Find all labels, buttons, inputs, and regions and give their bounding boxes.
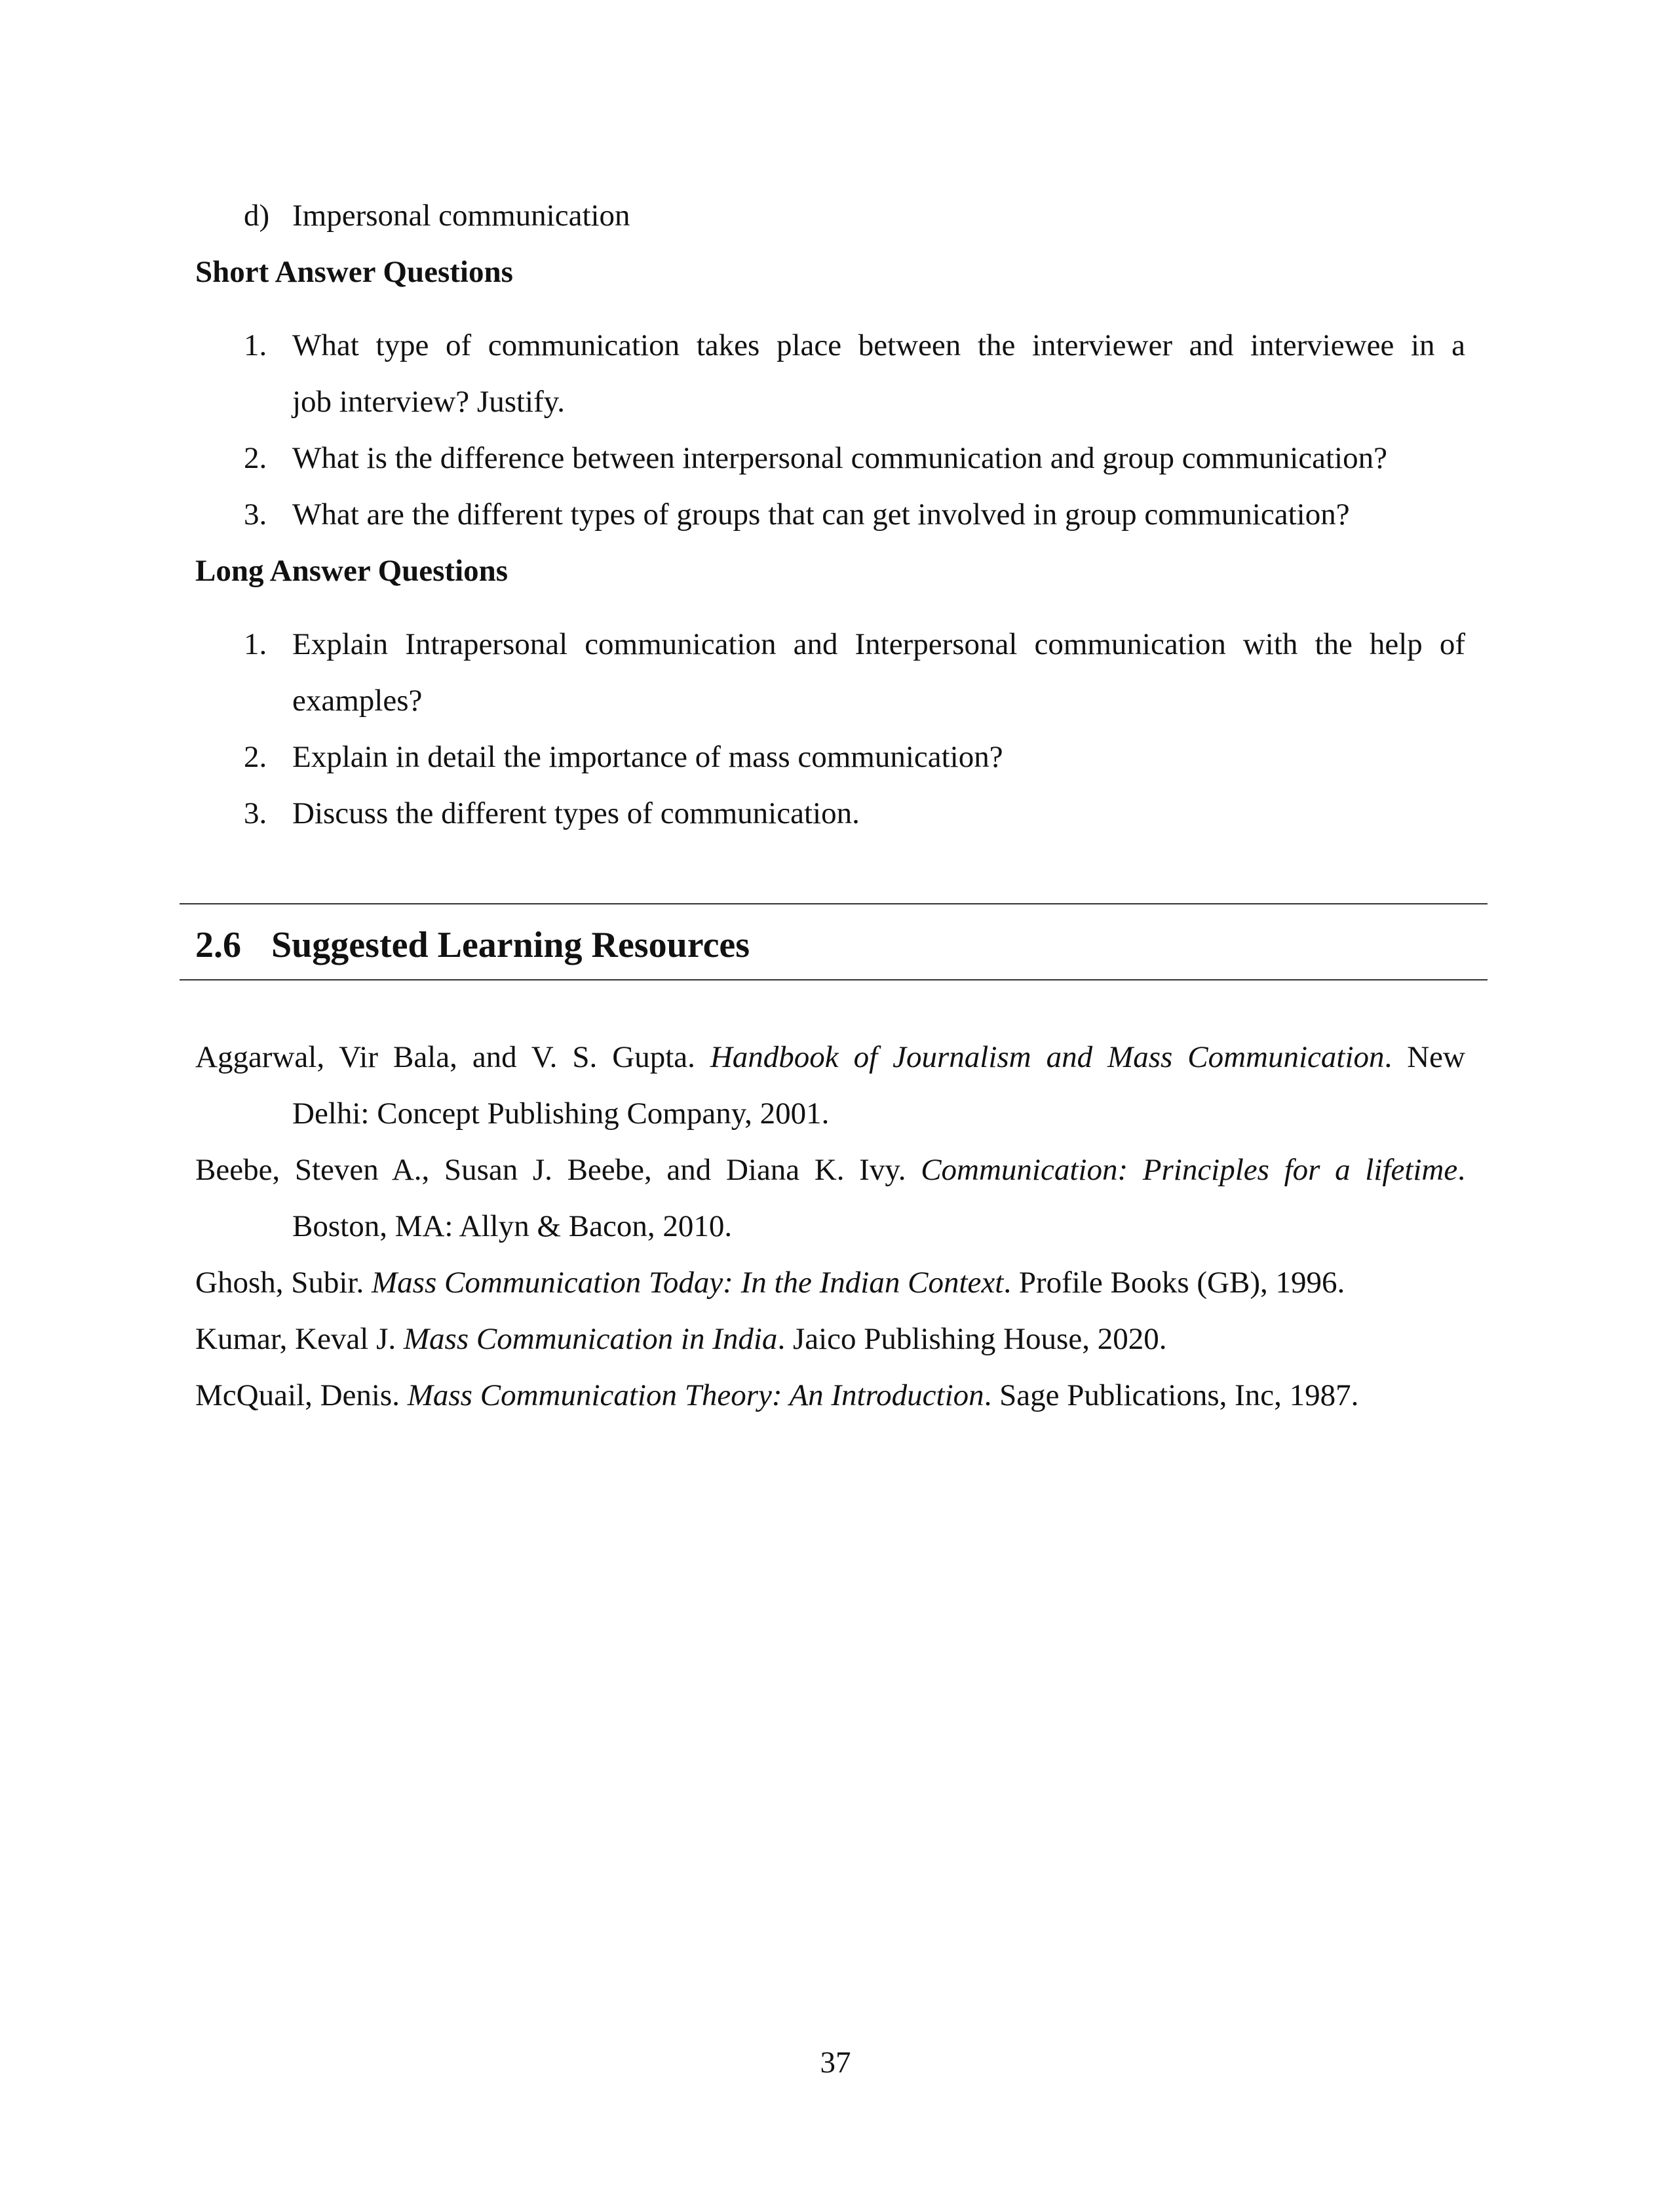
short-q2-text: What is the difference between interpersonal communication and group communication? <box>292 441 1387 475</box>
reference-title: Mass Communication Today: In the Indian Context <box>372 1266 1004 1300</box>
reference-entry <box>195 1042 1465 1073</box>
short-answer-heading: Short Answer Questions <box>195 255 513 289</box>
short-q2-number: 2. <box>244 441 267 475</box>
reference-authors: Ghosh, Subir. <box>195 1266 372 1300</box>
long-q3-text: Discuss the different types of communication. <box>292 796 860 830</box>
reference-authors: Aggarwal, Vir Bala, and V. S. Gupta. <box>195 1040 710 1074</box>
section-rule-bottom <box>180 979 1488 980</box>
short-q1-line2: job interview? Justify. <box>292 385 565 419</box>
section-number: 2.6 <box>195 925 241 965</box>
reference-title: Communication: Principles for a lifetime <box>921 1153 1458 1187</box>
long-q1-number: 1. <box>244 627 267 661</box>
long-q3-number: 3. <box>244 796 267 830</box>
reference-entry <box>195 1324 1166 1355</box>
reference-publisher: . Sage Publications, Inc, 1987. <box>984 1378 1359 1412</box>
option-text: Impersonal communication <box>292 199 630 233</box>
long-q1-line1: Explain Intrapersonal communication and Interpersonal communication with the help of <box>292 627 1465 661</box>
long-answer-heading: Long Answer Questions <box>195 554 509 588</box>
page-number: 37 <box>820 2046 851 2080</box>
section-rule-top <box>180 903 1488 904</box>
reference-continuation: Delhi: Concept Publishing Company, 2001. <box>292 1096 830 1131</box>
reference-entry <box>195 1155 1465 1186</box>
reference-publisher: . <box>1457 1153 1465 1187</box>
reference-publisher: . Profile Books (GB), 1996. <box>1003 1266 1345 1300</box>
reference-entry <box>195 1380 1358 1411</box>
option-marker: d) <box>244 199 270 233</box>
short-q1-number: 1. <box>244 328 267 362</box>
long-q2-number: 2. <box>244 740 267 774</box>
reference-continuation: Boston, MA: Allyn & Bacon, 2010. <box>292 1209 733 1243</box>
reference-title: Mass Communication in India <box>403 1322 778 1356</box>
reference-entry <box>195 1268 1345 1298</box>
section-title: Suggested Learning Resources <box>271 925 750 965</box>
short-q1-line1: What type of communication takes place between the interviewer and interviewee in a <box>292 328 1465 362</box>
long-q2-text: Explain in detail the importance of mass communication? <box>292 740 1003 774</box>
reference-authors: McQuail, Denis. <box>195 1378 408 1412</box>
long-q1-line2: examples? <box>292 684 423 718</box>
reference-publisher: . New <box>1384 1040 1465 1074</box>
reference-authors: Beebe, Steven A., Susan J. Beebe, and Diana K. Ivy. <box>195 1153 921 1187</box>
short-q3-number: 3. <box>244 497 267 532</box>
reference-title: Handbook of Journalism and Mass Communication <box>710 1040 1385 1074</box>
reference-publisher: . Jaico Publishing House, 2020. <box>777 1322 1167 1356</box>
short-q3-text: What are the different types of groups that can get involved in group communication? <box>292 497 1350 532</box>
reference-authors: Kumar, Keval J. <box>195 1322 404 1356</box>
reference-title: Mass Communication Theory: An Introduction <box>407 1378 984 1412</box>
